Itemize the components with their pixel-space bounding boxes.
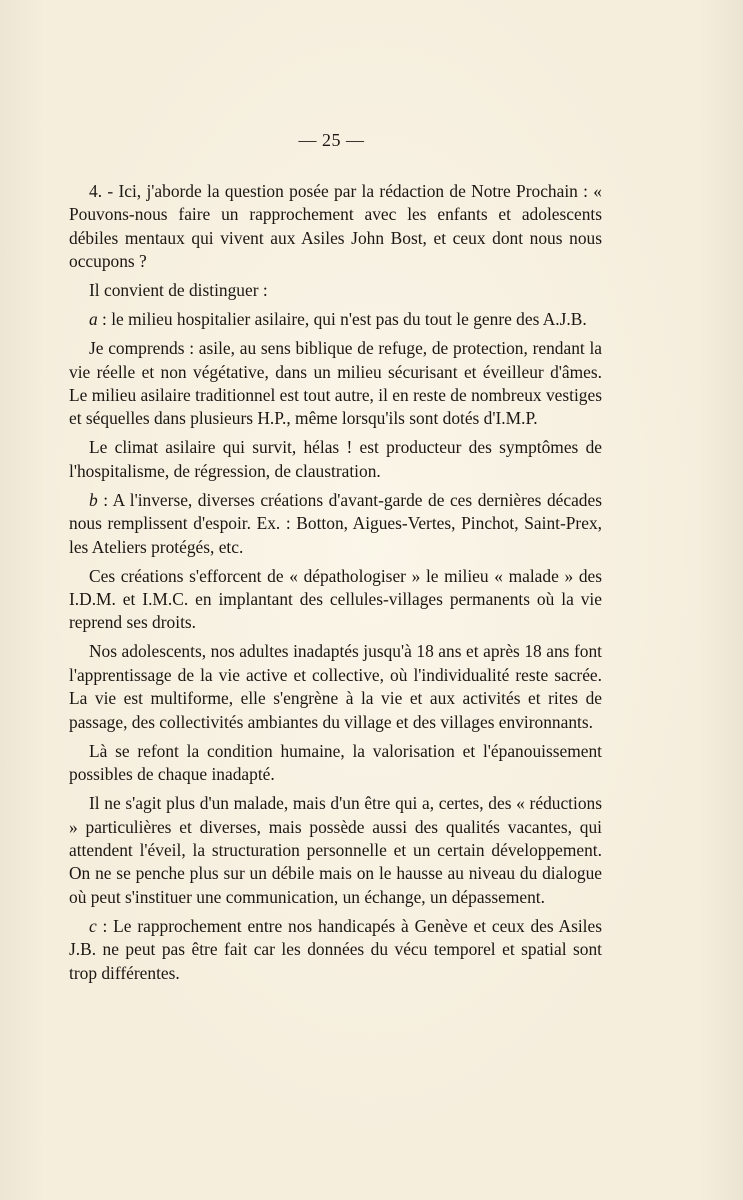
paragraph-text: Je comprends : asile, au sens biblique de refuge, de protection, rendant la vie réelle et non végétative, dans un milieu sécurisant et éveilleur d'âmes. Le milieu asilaire traditionnel est tout autre, il en reste de nombreux vestiges et séquelles dans plusieurs H.P., même lorsqu'ils sont dotés d'I.M.P. bbox=[69, 338, 602, 429]
paragraph-text: : le milieu hospitalier asilaire, qui n'est pas du tout le genre des A.J.B. bbox=[97, 309, 587, 330]
page-number: — 25 — bbox=[298, 130, 365, 150]
paragraph-7 bbox=[69, 565, 602, 635]
paragraph-2 bbox=[69, 279, 602, 302]
paragraph-text: Il convient de distinguer : bbox=[89, 280, 268, 301]
paragraph-10 bbox=[69, 792, 602, 909]
paragraph-11 bbox=[69, 915, 602, 985]
paragraph-9 bbox=[69, 740, 602, 787]
paragraph-3 bbox=[69, 308, 602, 331]
body-text bbox=[69, 180, 602, 991]
paragraph-text: : Le rapprochement entre nos handicapés à Genève et ceux des Asiles J.B. ne peut pas être fait car les données du vécu temporel et spatial sont trop différentes. bbox=[69, 915, 602, 983]
paragraph-text: : A l'inverse, diverses créations d'avant-garde de ces dernières décades nous remplissent d'espoir. Ex. : Botton, Aigues-Vertes, Pinchot, Saint-Prex, les Ateliers protégés, etc. bbox=[69, 489, 602, 557]
paragraph-text: Nos adolescents, nos adultes inadaptés jusqu'à 18 ans et après 18 ans font l'apprentissage de la vie active et collective, où l'individualité reste sacrée. La vie est multiforme, elle s'engrène à la vie et aux activités et rites de passage, des collectivités ambiantes du village et des villages environnants. bbox=[69, 641, 602, 732]
item-marker-b: b bbox=[89, 489, 98, 510]
paragraph-4 bbox=[69, 337, 602, 431]
paragraph-text: 4. - Ici, j'aborde la question posée par la rédaction de Notre Prochain : « Pouvons-nous faire un rapprochement avec les enfants et adolescents débiles mentaux qui vivent aux Asiles John Bost, et ceux dont nous nous occupons ? bbox=[69, 181, 602, 272]
paragraph-1 bbox=[69, 180, 602, 274]
paragraph-5 bbox=[69, 436, 602, 483]
item-marker-c: c bbox=[89, 915, 97, 936]
paragraph-8 bbox=[69, 640, 602, 734]
paragraph-text: Le climat asilaire qui survit, hélas ! est producteur des symptômes de l'hospitalisme, de régression, de claustration. bbox=[69, 437, 602, 481]
item-marker-a: a bbox=[89, 309, 98, 330]
paragraph-text: Ces créations s'efforcent de « dépathologiser » le milieu « malade » des I.D.M. et I.M.C. en implantant des cellules-villages permanents où la vie reprend ses droits. bbox=[69, 565, 602, 633]
paragraph-6 bbox=[69, 489, 602, 559]
paragraph-text: Il ne s'agit plus d'un malade, mais d'un être qui a, certes, des « réductions » particulières et diverses, mais possède aussi des qualités vacantes, qui attendent l'éveil, la structuration personnelle et un certain développement. On ne se penche plus sur un débile mais on le hausse au niveau du dialogue où peut s'instituer une communication, un échange, un dépassement. bbox=[69, 793, 602, 907]
paragraph-text: Là se refont la condition humaine, la valorisation et l'épanouissement possibles de chaque inadapté. bbox=[69, 740, 602, 785]
